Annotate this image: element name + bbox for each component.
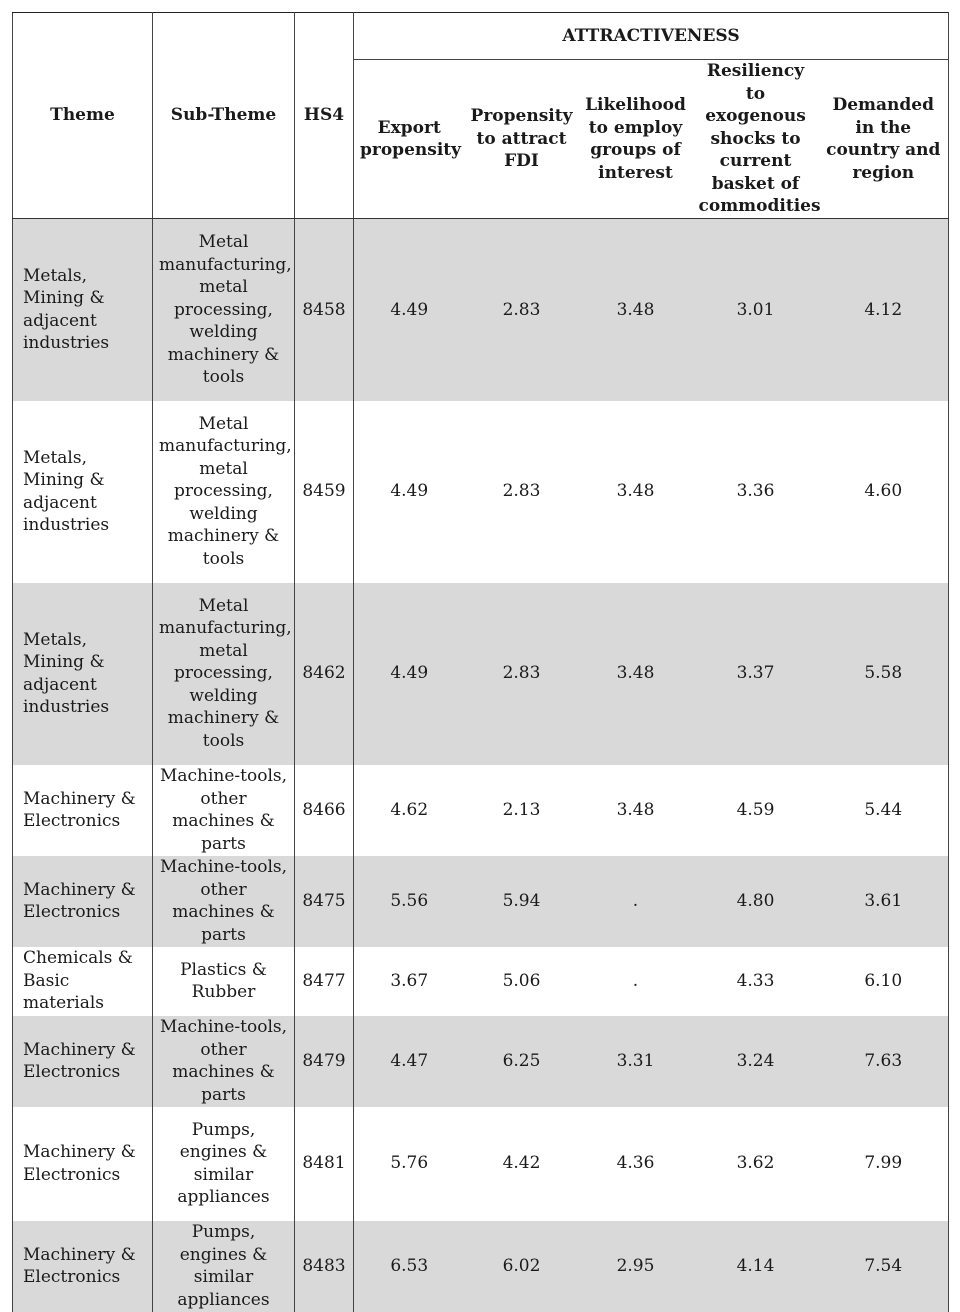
demanded-cell: 4.12 xyxy=(819,219,949,401)
sub-theme-cell: Metal manufacturing, metal processing, welding machinery & tools xyxy=(153,401,295,583)
employ-likelihood-cell: 3.31 xyxy=(579,1016,693,1107)
resiliency-cell: 3.01 xyxy=(693,219,819,401)
fdi-propensity-cell: 4.42 xyxy=(465,1107,579,1221)
demanded-cell: 4.60 xyxy=(819,401,949,583)
header-likelihood-employ: Likelihood to employ groups of interest xyxy=(579,60,693,219)
export-propensity-cell: 3.67 xyxy=(354,947,465,1016)
table-row xyxy=(13,583,949,765)
fdi-propensity-cell: 2.83 xyxy=(465,583,579,765)
employ-likelihood-cell: . xyxy=(579,947,693,1016)
fdi-propensity-cell: 6.25 xyxy=(465,1016,579,1107)
demanded-cell: 5.44 xyxy=(819,765,949,856)
fdi-propensity-cell: 5.94 xyxy=(465,856,579,947)
header-resiliency: Resiliency to exogenous shocks to current basket of commodities xyxy=(693,60,819,219)
hs4-cell: 8479 xyxy=(295,1016,354,1107)
fdi-propensity-cell: 6.02 xyxy=(465,1221,579,1312)
resiliency-cell: 4.33 xyxy=(693,947,819,1016)
resiliency-cell: 3.37 xyxy=(693,583,819,765)
header-row-top xyxy=(13,13,949,60)
sub-theme-cell: Pumps, engines & similar appliances xyxy=(153,1221,295,1312)
hs4-cell: 8458 xyxy=(295,219,354,401)
header-theme: Theme xyxy=(13,13,153,219)
export-propensity-cell: 4.62 xyxy=(354,765,465,856)
employ-likelihood-cell: 2.95 xyxy=(579,1221,693,1312)
table-row xyxy=(13,1016,949,1107)
fdi-propensity-cell: 5.06 xyxy=(465,947,579,1016)
export-propensity-cell: 4.49 xyxy=(354,583,465,765)
table-body xyxy=(13,219,949,1312)
resiliency-cell: 4.59 xyxy=(693,765,819,856)
sub-theme-cell: Plastics & Rubber xyxy=(153,947,295,1016)
theme-cell: Machinery & Electronics xyxy=(13,1221,153,1312)
theme-cell: Metals, Mining & adjacent industries xyxy=(13,219,153,401)
fdi-propensity-cell: 2.83 xyxy=(465,401,579,583)
export-propensity-cell: 5.56 xyxy=(354,856,465,947)
employ-likelihood-cell: 3.48 xyxy=(579,583,693,765)
theme-cell: Machinery & Electronics xyxy=(13,856,153,947)
table-row xyxy=(13,1221,949,1312)
table-container xyxy=(12,12,948,1310)
header-hs4: HS4 xyxy=(295,13,354,219)
table-row xyxy=(13,856,949,947)
export-propensity-cell: 4.49 xyxy=(354,219,465,401)
hs4-cell: 8462 xyxy=(295,583,354,765)
demanded-cell: 6.10 xyxy=(819,947,949,1016)
demanded-cell: 7.63 xyxy=(819,1016,949,1107)
hs4-cell: 8466 xyxy=(295,765,354,856)
fdi-propensity-cell: 2.83 xyxy=(465,219,579,401)
table-row xyxy=(13,219,949,401)
attractiveness-table xyxy=(12,12,949,1312)
resiliency-cell: 4.14 xyxy=(693,1221,819,1312)
sub-theme-cell: Metal manufacturing, metal processing, welding machinery & tools xyxy=(153,219,295,401)
sub-theme-cell: Machine-tools, other machines & parts xyxy=(153,765,295,856)
header-demanded: Demanded in the country and region xyxy=(819,60,949,219)
theme-cell: Metals, Mining & adjacent industries xyxy=(13,401,153,583)
sub-theme-cell: Pumps, engines & similar appliances xyxy=(153,1107,295,1221)
fdi-propensity-cell: 2.13 xyxy=(465,765,579,856)
resiliency-cell: 4.80 xyxy=(693,856,819,947)
demanded-cell: 7.54 xyxy=(819,1221,949,1312)
export-propensity-cell: 4.47 xyxy=(354,1016,465,1107)
sub-theme-cell: Machine-tools, other machines & parts xyxy=(153,1016,295,1107)
demanded-cell: 3.61 xyxy=(819,856,949,947)
theme-cell: Chemicals & Basic materials xyxy=(13,947,153,1016)
hs4-cell: 8477 xyxy=(295,947,354,1016)
theme-cell: Machinery & Electronics xyxy=(13,765,153,856)
demanded-cell: 7.99 xyxy=(819,1107,949,1221)
header-sub-theme: Sub-Theme xyxy=(153,13,295,219)
theme-cell: Metals, Mining & adjacent industries xyxy=(13,583,153,765)
resiliency-cell: 3.36 xyxy=(693,401,819,583)
table-row xyxy=(13,401,949,583)
sub-theme-cell: Metal manufacturing, metal processing, welding machinery & tools xyxy=(153,583,295,765)
header-attractiveness: ATTRACTIVENESS xyxy=(354,13,949,60)
hs4-cell: 8475 xyxy=(295,856,354,947)
export-propensity-cell: 5.76 xyxy=(354,1107,465,1221)
header-export-propensity: Export propensity xyxy=(354,60,465,219)
employ-likelihood-cell: 3.48 xyxy=(579,219,693,401)
hs4-cell: 8459 xyxy=(295,401,354,583)
hs4-cell: 8481 xyxy=(295,1107,354,1221)
table-row xyxy=(13,947,949,1016)
export-propensity-cell: 6.53 xyxy=(354,1221,465,1312)
resiliency-cell: 3.24 xyxy=(693,1016,819,1107)
header-propensity-fdi: Propensity to attract FDI xyxy=(465,60,579,219)
hs4-cell: 8483 xyxy=(295,1221,354,1312)
demanded-cell: 5.58 xyxy=(819,583,949,765)
export-propensity-cell: 4.49 xyxy=(354,401,465,583)
table-row xyxy=(13,765,949,856)
theme-cell: Machinery & Electronics xyxy=(13,1107,153,1221)
employ-likelihood-cell: 3.48 xyxy=(579,765,693,856)
sub-theme-cell: Machine-tools, other machines & parts xyxy=(153,856,295,947)
table-row xyxy=(13,1107,949,1221)
resiliency-cell: 3.62 xyxy=(693,1107,819,1221)
employ-likelihood-cell: 3.48 xyxy=(579,401,693,583)
employ-likelihood-cell: 4.36 xyxy=(579,1107,693,1221)
employ-likelihood-cell: . xyxy=(579,856,693,947)
theme-cell: Machinery & Electronics xyxy=(13,1016,153,1107)
